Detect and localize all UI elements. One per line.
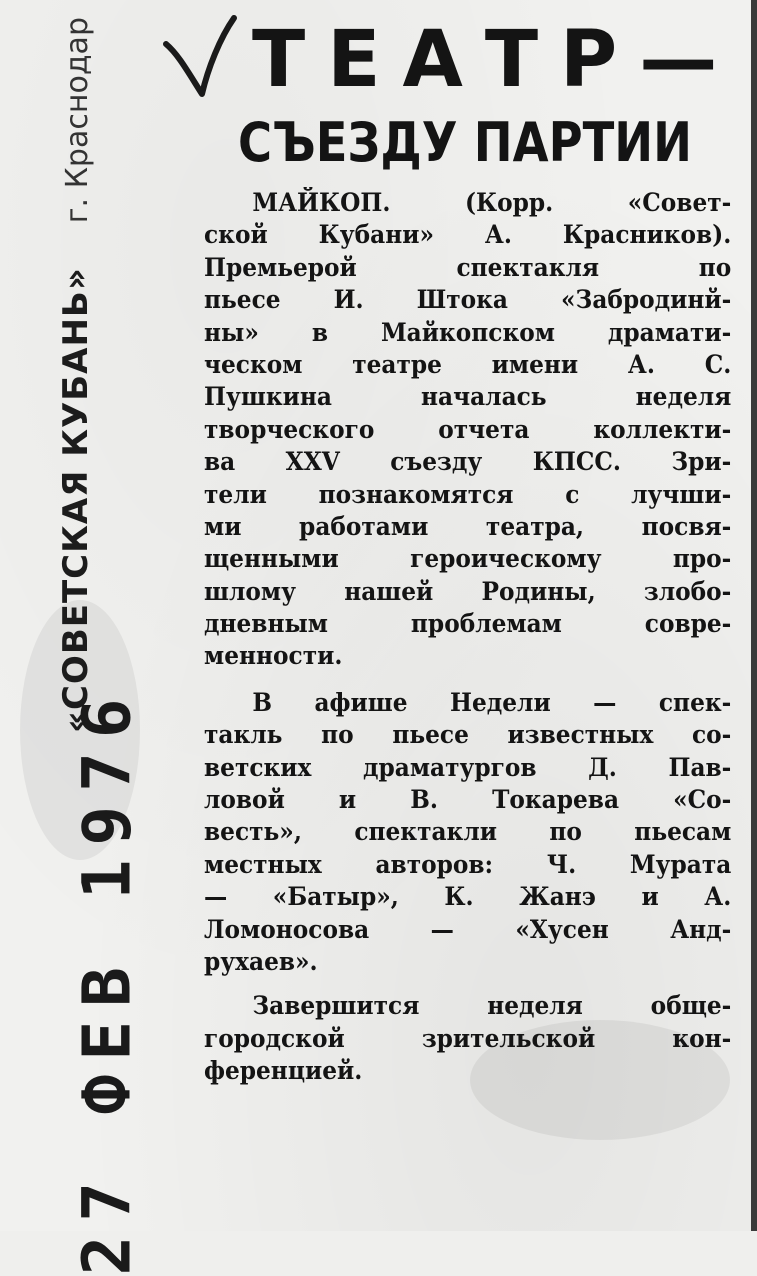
article-line: такль по пьесе известных со- — [204, 720, 732, 750]
article-line: местных авторов: Ч. Мурата — [204, 849, 732, 879]
stamp-publication-name: «СОВЕТСКАЯ КУБАНЬ» — [56, 267, 96, 733]
article-line: дневным проблемам совре- — [204, 609, 732, 639]
article-paragraph — [204, 687, 732, 979]
article-line: Пушкина началась неделя — [204, 382, 732, 412]
article-line: Завершится неделя обще- — [252, 991, 732, 1021]
article-line: В афише Недели — спек- — [252, 687, 732, 717]
article-line: МАЙКОП. (Корр. «Совет- — [252, 188, 732, 217]
article-paragraph — [204, 187, 732, 673]
article-line: Ломоносова — «Хусен Анд- — [204, 914, 732, 944]
stamp-city: г. Краснодар — [60, 17, 95, 224]
headline-line-2: СЪЕЗДУ ПАРТИИ — [238, 111, 693, 174]
article-line: пьесе И. Штока «Забродинй- — [204, 285, 732, 315]
article-line: ми работами театра, посвя- — [204, 511, 732, 541]
article-line: тели познакомятся с лучши- — [204, 479, 732, 509]
article-line: весть», спектакли по пьесам — [204, 817, 732, 847]
article-line: Премьерой спектакля по — [204, 252, 732, 282]
article-line: ской Кубани» А. Красников). — [204, 220, 732, 250]
article-line: рухаев». — [204, 946, 318, 976]
article-paragraph — [204, 990, 732, 1087]
publication-stamp — [26, 17, 126, 733]
article-line: ны» в Майкопском драмати- — [204, 317, 732, 347]
article-line: ветских драматургов Д. Пав- — [204, 752, 732, 782]
article-body — [204, 187, 732, 1088]
article-line: ческом театре имени А. С. — [204, 349, 732, 379]
article-line: щенными героическому про- — [204, 544, 732, 574]
article-line: ва XXV съезду КПСС. Зри- — [204, 447, 732, 477]
article-line: ференцией. — [204, 1056, 363, 1086]
clipping-edge — [751, 0, 757, 1231]
article-line: творческого отчета коллекти- — [204, 414, 732, 444]
article-line: ловой и В. Токарева «Со- — [204, 785, 732, 815]
article-line: городской зрительской кон- — [204, 1023, 732, 1053]
article-line: — «Батыр», К. Жанэ и А. — [204, 882, 732, 912]
article-line: менности. — [204, 641, 343, 671]
pencil-checkmark-icon — [160, 14, 240, 98]
stamp-date: 27 ФЕВ 1976 — [68, 684, 146, 1276]
headline-line-1: ТЕАТР— — [252, 15, 740, 105]
article-line: шлому нашей Родины, злобо- — [204, 576, 732, 606]
date-stamp — [52, 684, 162, 1276]
